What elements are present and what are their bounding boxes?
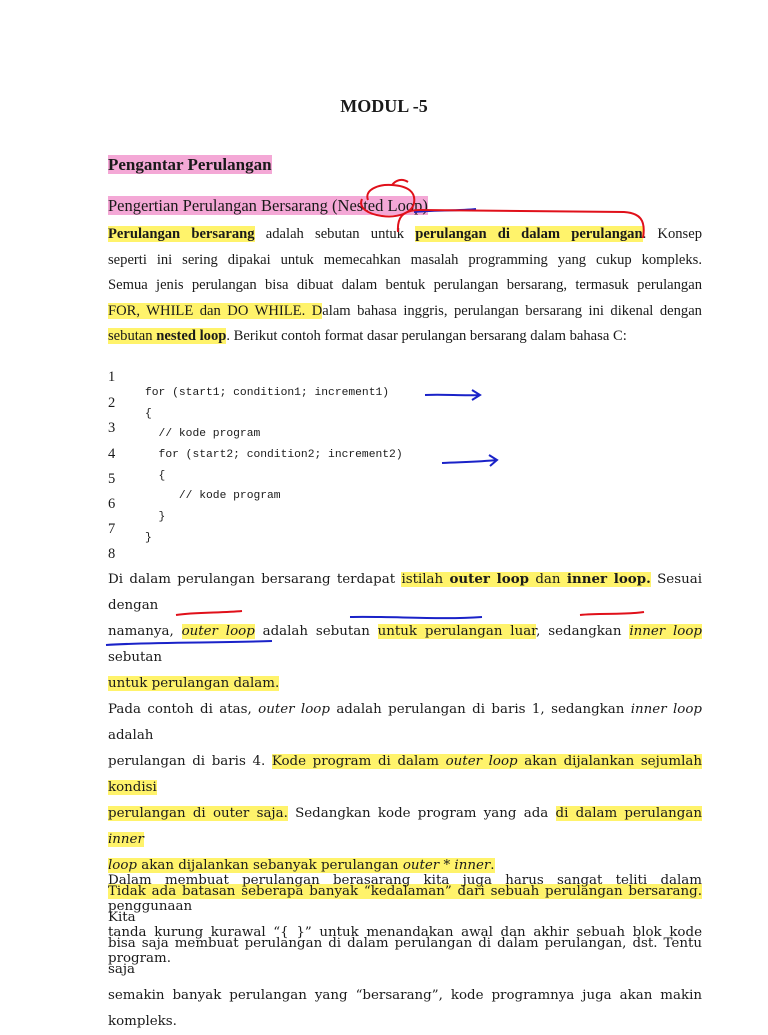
closing-line-1: Dalam membuat perulangan berasarang kita juga harus sangat teliti dalam penggunaan (108, 873, 702, 914)
explanation-line-3: untuk perulangan dalam. (108, 676, 280, 691)
intro-paragraph (108, 222, 702, 350)
explanation-line-4: Pada contoh di atas, outer loop adalah perulangan di baris 1, sedangkan inner loop adalah (108, 702, 703, 743)
blue-arrow-outer-loop (425, 390, 480, 400)
line-number-5: 5 (108, 471, 116, 487)
line-number-4: 4 (108, 446, 116, 462)
code-line-6: // kode program (145, 490, 281, 502)
code-line-4: for (start2; condition2; increment2) (145, 449, 403, 461)
explanation-line-10: semakin banyak perulangan yang “bersarang”, kode programnya juga akan makin (108, 988, 702, 1003)
intro-line-5: sebutan nested loop. Berikut contoh format dasar perulangan bersarang dalam bahasa C: (108, 328, 627, 344)
nested-word: Nested (337, 196, 384, 215)
closing-line-2: tanda kurung kurawal “{ }” untuk menandakan awal dan akhir sebuah blok kode program. (108, 925, 702, 966)
intro-line-4: FOR, WHILE dan DO WHILE. Dalam bahasa inggris, perulangan bersarang ini dikenal dengan (108, 302, 702, 319)
code-line-7: } (145, 511, 166, 523)
line-number-1: 1 (108, 369, 116, 385)
intro-line-1: Perulangan bersarang adalah sebutan untuk perulangan di dalam perulangan. Konsep (108, 226, 702, 242)
subsection-heading-text: Pengertian Perulangan Bersarang (Nested Loop) (108, 196, 428, 215)
intro-line-2: seperti ini sering dipakai untuk memecahkan masalah programming yang cukup kompleks. (108, 251, 702, 268)
explanation-line-11: kompleks. (108, 1014, 177, 1029)
line-number-6: 6 (108, 496, 116, 512)
explanation-line-2: namanya, outer loop adalah sebutan untuk perulangan luar, sedangkan inner loop sebutan (108, 624, 702, 665)
explanation-line-6: perulangan di outer saja. Sedangkan kode program yang ada di dalam perulangan inner (108, 806, 702, 847)
line-number-8: 8 (108, 546, 116, 562)
code-line-5: { (145, 470, 166, 482)
section-heading (108, 155, 272, 175)
blue-arrow-inner-loop (442, 455, 497, 466)
code-line-1: for (start1; condition1; increment1) (145, 387, 390, 399)
line-number-2: 2 (108, 395, 116, 411)
code-line-3: // kode program (145, 428, 261, 440)
intro-line-3: Semua jenis perulangan bisa dibuat dalam bentuk perulangan bersarang, termasuk perulangan (108, 277, 702, 293)
section-heading-text: Pengantar Perulangan (108, 155, 272, 174)
explanation-line-9: bisa saja membuat perulangan di dalam perulangan di dalam perulangan, dst. Tentu saja (108, 936, 702, 977)
explanation-line-8: Tidak ada batasan seberapa banyak “kedalaman” dari sebuah perulangan bersarang. Kita (108, 884, 702, 925)
closing-paragraph (108, 868, 702, 972)
explanation-line-5: perulangan di baris 4. Kode program di dalam outer loop akan dijalankan sejumlah kondisi (108, 754, 702, 795)
subsection-heading (108, 196, 428, 216)
code-line-2: { (145, 408, 152, 420)
line-number-3: 3 (108, 420, 116, 436)
explanation-line-1: Di dalam perulangan bersarang terdapat istilah outer loop dan inner loop. Sesuai dengan (108, 571, 702, 613)
explanation-line-7: loop akan dijalankan sebanyak perulangan outer * inner. (108, 858, 495, 873)
red-tick-annotation (392, 180, 408, 185)
line-number-7: 7 (108, 521, 116, 537)
code-line-8: } (145, 532, 152, 544)
module-title: MODUL -5 (340, 96, 428, 116)
